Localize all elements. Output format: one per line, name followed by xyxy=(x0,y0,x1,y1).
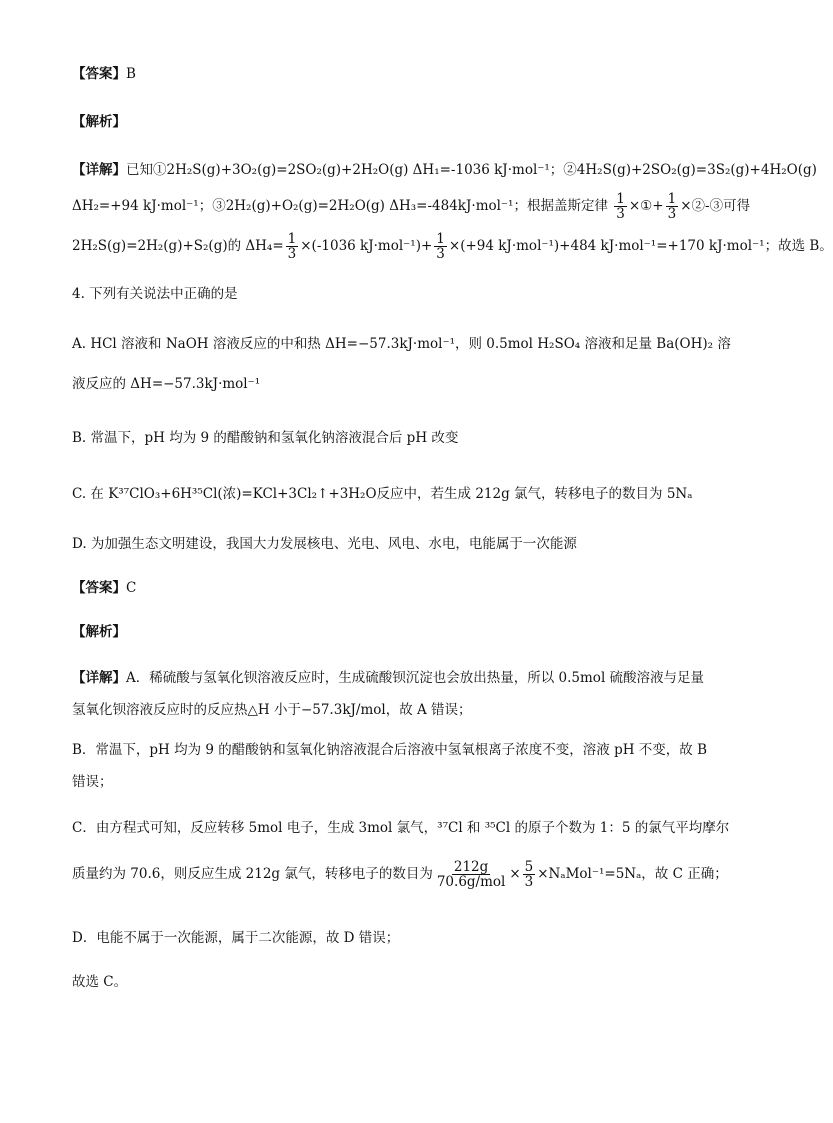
q4-explanation-b-line-2: 错误； xyxy=(72,774,113,790)
frac-den: 3 xyxy=(287,246,297,262)
q4-analysis-tag xyxy=(72,622,126,642)
q3-detail-line-1 xyxy=(72,160,817,180)
analysis-tag: 【解析】 xyxy=(72,114,126,130)
fraction-one-third xyxy=(666,192,679,221)
frac-den: 3 xyxy=(436,246,445,262)
q4-explanation-d: D．电能不属于一次能源，属于二次能源，故 D 错误； xyxy=(72,930,400,946)
detail-tag: 【详解】 xyxy=(72,670,126,686)
answer-value: B xyxy=(126,66,136,82)
fraction-one-third xyxy=(614,192,627,221)
detail-tag: 【详解】 xyxy=(72,162,126,178)
q4-conclusion: 故选 C。 xyxy=(72,974,128,990)
frac-num: 1 xyxy=(667,191,677,207)
answer-value: C xyxy=(126,580,137,596)
q4-option-c: C. 在 K³⁷ClO₃+6H³⁵Cl(浓)=KCl+3Cl₂↑+3H₂O反应中，若生成 212g 氯气，转移电子的数目为 5Nₐ xyxy=(72,486,693,502)
q4-exp-a-text-1: A．稀硫酸与氢氧化钡溶液反应时，生成硫酸钡沉淀也会放出热量，所以 0.5mol 硫酸溶液与足量 xyxy=(126,670,705,686)
q3-detail-line-2 xyxy=(72,192,750,221)
q3-detail-text-3c: ×(+94 kJ·mol⁻¹)+484 kJ·mol⁻¹=+170 kJ·mol⁻¹；故选 B。 xyxy=(448,238,833,254)
fraction-mass-over-molar xyxy=(435,860,508,889)
q4-explanation-b-line-1: B．常温下，pH 均为 9 的醋酸钠和氢氧化钠溶液混合后溶液中氢氧根离子浓度不变，溶液 pH 不变，故 B xyxy=(72,742,708,758)
analysis-tag: 【解析】 xyxy=(72,624,126,640)
q4-option-b: B. 常温下，pH 均为 9 的醋酸钠和氢氧化钠溶液混合后 pH 改变 xyxy=(72,430,459,446)
fraction-one-third xyxy=(434,232,447,261)
q3-detail-text-2a: ΔH₂=+94 kJ·mol⁻¹；③2H₂(g)+O₂(g)=2H₂O(g) ΔH₃=-484kJ·mol⁻¹；根据盖斯定律 xyxy=(72,198,608,214)
frac-num: 1 xyxy=(436,231,445,247)
q3-detail-text-3a: 2H₂S(g)=2H₂(g)+S₂(g)的 ΔH₄= xyxy=(72,238,284,254)
fraction-five-thirds xyxy=(523,860,536,889)
q4-explanation-c-line-1: C．由方程式可知，反应转移 5mol 电子，生成 3mol 氯气，³⁷Cl 和 ³⁵Cl 的原子个数为 1：5 的氯气平均摩尔 xyxy=(72,820,730,836)
times-sign: × xyxy=(509,866,521,882)
q3-detail-text-2b: ×①+ xyxy=(628,198,664,214)
answer-tag: 【答案】 xyxy=(72,66,126,82)
q4-exp-c-text-2b: ×NₐMol⁻¹=5Nₐ，故 C 正确； xyxy=(537,866,728,882)
answer-tag: 【答案】 xyxy=(72,580,126,596)
q4-exp-c-text-2a: 质量约为 70.6，则反应生成 212g 氯气，转移电子的数目为 xyxy=(72,866,433,882)
q4-answer-line xyxy=(72,578,136,598)
q3-detail-line-3 xyxy=(72,232,833,261)
q3-answer-line xyxy=(72,64,136,84)
frac-den: 70.6g/mol xyxy=(436,874,506,890)
q3-detail-text-3b: ×(-1036 kJ·mol⁻¹)+ xyxy=(300,238,433,254)
q4-option-d: D. 为加强生态文明建设，我国大力发展核电、光电、风电、水电，电能属于一次能源 xyxy=(72,536,577,552)
frac-num: 5 xyxy=(524,859,534,875)
frac-num: 212g xyxy=(453,859,489,875)
q4-stem: 4. 下列有关说法中正确的是 xyxy=(72,286,238,302)
frac-num: 1 xyxy=(616,191,625,207)
fraction-one-third xyxy=(286,232,299,261)
q3-analysis-tag xyxy=(72,112,126,132)
q4-explanation-c-line-2 xyxy=(72,860,728,889)
q4-option-a-line-1: A. HCl 溶液和 NaOH 溶液反应的中和热 ΔH=−57.3kJ·mol⁻¹，则 0.5mol H₂SO₄ 溶液和足量 Ba(OH)₂ 溶 xyxy=(72,336,731,352)
q4-explanation-a-line-1 xyxy=(72,668,704,688)
frac-den: 3 xyxy=(667,206,677,222)
frac-den: 3 xyxy=(616,206,625,222)
q3-detail-text-2c: ×②-③可得 xyxy=(680,198,751,214)
frac-num: 1 xyxy=(287,231,297,247)
frac-den: 3 xyxy=(524,874,534,890)
q3-detail-text-1: 已知①2H₂S(g)+3O₂(g)=2SO₂(g)+2H₂O(g) ΔH₁=-1036 kJ·mol⁻¹；②4H₂S(g)+2SO₂(g)=3S₂(g)+4H₂O(g) xyxy=(126,162,817,178)
q4-option-a-line-2: 液反应的 ΔH=−57.3kJ·mol⁻¹ xyxy=(72,376,261,392)
q4-explanation-a-line-2: 氢氧化钡溶液反应时的反应热△H 小于−57.3kJ/mol，故 A 错误； xyxy=(72,702,472,718)
